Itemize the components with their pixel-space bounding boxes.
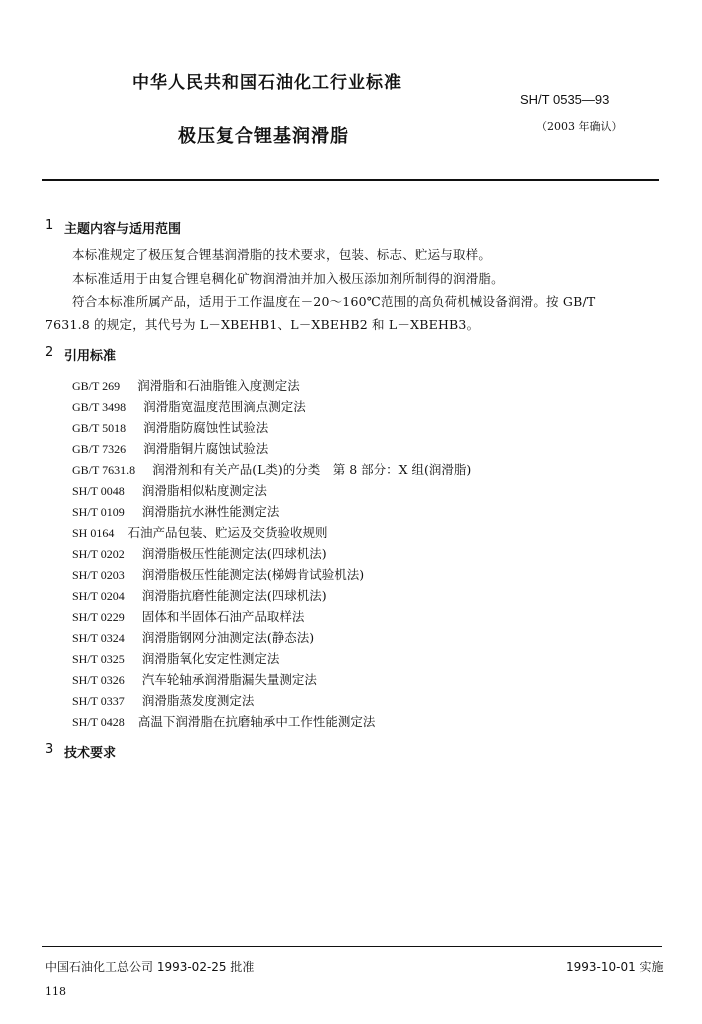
reference-code: SH/T 0326 (72, 673, 125, 687)
page-number: 118 (45, 985, 66, 998)
section-1-paragraph: 本标准规定了极压复合锂基润滑脂的技术要求，包装、标志、贮运与取样。 (72, 247, 492, 262)
reference-code: GB/T 269 (72, 379, 121, 393)
section-1-paragraph: 7631.8 的规定，其代号为 L－XBEHB1、L－XBEHB2 和 L－XBEHB3。 (45, 317, 480, 332)
reference-item (72, 417, 268, 436)
reference-title: 润滑脂蒸发度测定法 (141, 693, 255, 708)
reference-title: 润滑脂防腐蚀性试验法 (143, 420, 269, 435)
reference-title: 高温下润滑脂在抗磨轴承中工作性能测定法 (137, 714, 376, 729)
section-1-number: 1 (45, 218, 54, 233)
reference-title: 润滑脂铜片腐蚀试验法 (143, 441, 269, 456)
reference-title: 润滑脂极压性能测定法(梯姆肯试验机法) (141, 567, 365, 582)
standard-code: SH/T 0535—93 (520, 92, 610, 107)
reference-item (72, 522, 327, 541)
reference-item (72, 543, 327, 562)
implementation-date: 1993-10-01 实施 (566, 960, 664, 974)
reference-item (72, 606, 304, 625)
section-1-paragraph: 本标准适用于由复合锂皂稠化矿物润滑油并加入极压添加剂所制得的润滑脂。 (72, 271, 504, 286)
reference-item (72, 396, 306, 415)
reference-item (72, 459, 471, 478)
reference-item (72, 690, 254, 709)
reference-title: 石油产品包装、贮运及交货验收规则 (127, 525, 328, 540)
reference-code: SH/T 0324 (72, 631, 125, 645)
reference-title: 润滑脂极压性能测定法(四球机法) (141, 546, 327, 561)
reference-code: SH/T 0337 (72, 694, 125, 708)
reference-item (72, 438, 268, 457)
approval-statement: 中国石油化工总公司 1993-02-25 批准 (45, 960, 255, 974)
reference-item (72, 480, 267, 499)
reference-code: SH/T 0109 (72, 505, 125, 519)
reference-title: 润滑剂和有关产品(L类)的分类 第 8 部分：X 组(润滑脂) (152, 462, 472, 477)
reference-code: SH/T 0325 (72, 652, 125, 666)
reference-item (72, 501, 279, 520)
reference-item (72, 669, 317, 688)
reference-code: SH/T 0048 (72, 484, 125, 498)
reference-title: 润滑脂相似粘度测定法 (141, 483, 267, 498)
reference-item (72, 564, 364, 583)
reference-title: 润滑脂钢网分油测定法(静态法) (141, 630, 315, 645)
reference-code: SH/T 0204 (72, 589, 125, 603)
footer-rule (42, 946, 662, 947)
section-1-paragraph: 符合本标准所属产品，适用于工作温度在－20～160℃范围的高负荷机械设备润滑。按 GB/T (72, 294, 596, 309)
reference-item (72, 648, 279, 667)
reference-code: GB/T 3498 (72, 400, 127, 414)
section-3-number: 3 (45, 742, 54, 757)
section-2-title: 引用标准 (64, 349, 117, 364)
reference-title: 固体和半固体石油产品取样法 (141, 609, 305, 624)
industry-standard-title: 中华人民共和国石油化工行业标准 (132, 73, 402, 93)
reference-code: SH/T 0229 (72, 610, 125, 624)
reference-title: 润滑脂和石油脂锥入度测定法 (137, 378, 300, 393)
section-2-number: 2 (45, 345, 54, 360)
reference-item (72, 627, 314, 646)
reference-item (72, 585, 327, 604)
reference-code: SH/T 0428 (72, 715, 125, 729)
reference-title: 润滑脂宽温度范围滴点测定法 (143, 399, 306, 414)
reference-title: 润滑脂抗磨性能测定法(四球机法) (141, 588, 327, 603)
confirmation-note: （2003 年确认） (536, 120, 623, 133)
reference-code: SH/T 0203 (72, 568, 125, 582)
document-title: 极压复合锂基润滑脂 (178, 126, 349, 147)
reference-title: 润滑脂氧化安定性测定法 (141, 651, 280, 666)
reference-item (72, 711, 375, 730)
reference-code: GB/T 7631.8 (72, 463, 136, 477)
reference-code: GB/T 5018 (72, 421, 127, 435)
section-1-title: 主题内容与适用范围 (64, 222, 182, 237)
reference-code: SH/T 0202 (72, 547, 125, 561)
reference-code: SH 0164 (72, 526, 115, 540)
reference-title: 润滑脂抗水淋性能测定法 (141, 504, 280, 519)
section-3-title: 技术要求 (64, 746, 117, 761)
header-rule (42, 179, 659, 181)
reference-item (72, 375, 300, 394)
reference-title: 汽车轮轴承润滑脂漏失量测定法 (141, 672, 317, 687)
reference-code: GB/T 7326 (72, 442, 127, 456)
